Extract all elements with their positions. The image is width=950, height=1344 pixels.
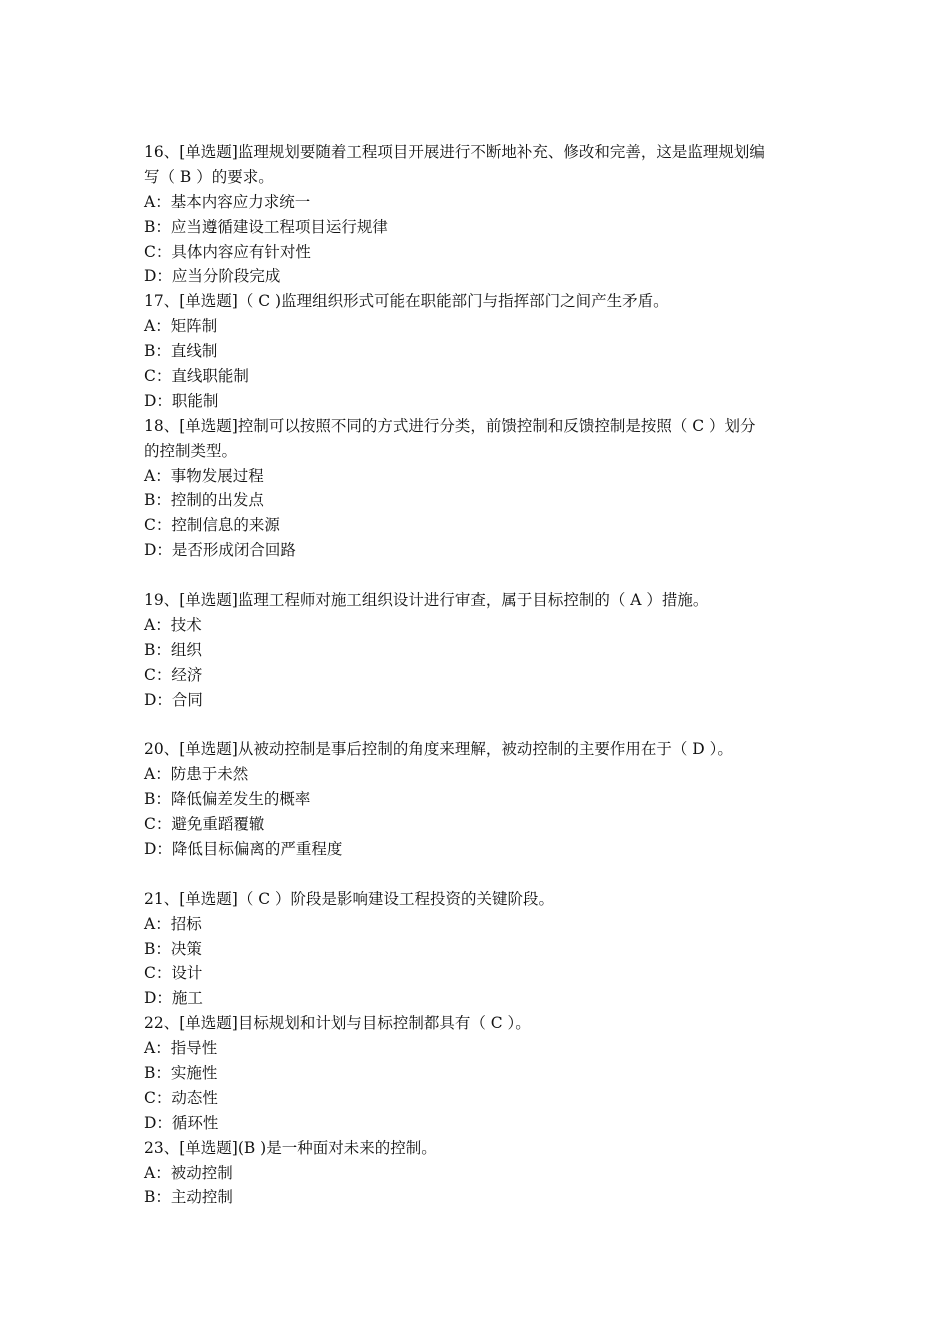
question-text: 17、[单选题]（ C )监理组织形式可能在职能部门与指挥部门之间产生矛盾。 (144, 292, 669, 311)
question-21 (144, 887, 824, 1011)
option-b: B：实施性 (144, 1063, 218, 1082)
option-a: A：被动控制 (144, 1163, 233, 1182)
option-d: D：施工 (144, 989, 203, 1008)
option-c: C：动态性 (144, 1088, 218, 1107)
option-a: A：技术 (144, 615, 202, 634)
question-text-continued: 写（ B ）的要求。 (144, 167, 274, 186)
option-b: B：控制的出发点 (144, 491, 264, 510)
option-c: C：控制信息的来源 (144, 516, 280, 535)
option-d: D：合同 (144, 690, 203, 709)
option-a: A：矩阵制 (144, 317, 218, 336)
option-a: A：事物发展过程 (144, 466, 264, 485)
question-16 (144, 140, 824, 289)
question-23 (144, 1136, 824, 1211)
option-a: A：指导性 (144, 1039, 218, 1058)
question-18 (144, 414, 824, 563)
blank-line (144, 712, 824, 737)
option-c: C：设计 (144, 964, 203, 983)
option-b: B：组织 (144, 640, 202, 659)
option-a: A：防患于未然 (144, 765, 249, 784)
blank-line (144, 563, 824, 588)
blank-line (144, 862, 824, 887)
option-c: C：避免重蹈覆辙 (144, 815, 265, 834)
option-c: C：直线职能制 (144, 367, 249, 386)
option-b: B：决策 (144, 939, 202, 958)
option-b: B：应当遵循建设工程项目运行规律 (144, 217, 388, 236)
option-a: A：基本内容应力求统一 (144, 192, 311, 211)
document-page (144, 140, 824, 1210)
question-20 (144, 737, 824, 861)
option-a: A：招标 (144, 914, 202, 933)
question-22 (144, 1011, 824, 1135)
option-c: C：具体内容应有针对性 (144, 242, 311, 261)
question-text: 19、[单选题]监理工程师对施工组织设计进行审查，属于目标控制的（ A ）措施。 (144, 591, 709, 610)
question-text: 23、[单选题](B )是一种面对未来的控制。 (144, 1138, 437, 1157)
option-d: D：循环性 (144, 1113, 219, 1132)
option-b: B：降低偏差发生的概率 (144, 790, 311, 809)
option-d: D：应当分阶段完成 (144, 267, 281, 286)
option-b: B：主动控制 (144, 1188, 233, 1207)
option-d: D：职能制 (144, 391, 219, 410)
option-b: B：直线制 (144, 342, 218, 361)
question-17 (144, 289, 824, 413)
question-text: 18、[单选题]控制可以按照不同的方式进行分类，前馈控制和反馈控制是按照（ C ）划分 (144, 416, 756, 435)
question-text-continued: 的控制类型。 (144, 441, 238, 460)
question-19 (144, 588, 824, 712)
option-d: D：是否形成闭合回路 (144, 541, 296, 560)
option-c: C：经济 (144, 665, 203, 684)
question-text: 22、[单选题]目标规划和计划与目标控制都具有（ C ）。 (144, 1014, 531, 1033)
question-text: 20、[单选题]从被动控制是事后控制的角度来理解，被动控制的主要作用在于（ D ）。 (144, 740, 733, 759)
option-d: D：降低目标偏离的严重程度 (144, 839, 343, 858)
question-text: 16、[单选题]监理规划要随着工程项目开展进行不断地补充、修改和完善，这是监理规划编 (144, 143, 765, 161)
question-text: 21、[单选题]（ C ）阶段是影响建设工程投资的关键阶段。 (144, 889, 555, 908)
